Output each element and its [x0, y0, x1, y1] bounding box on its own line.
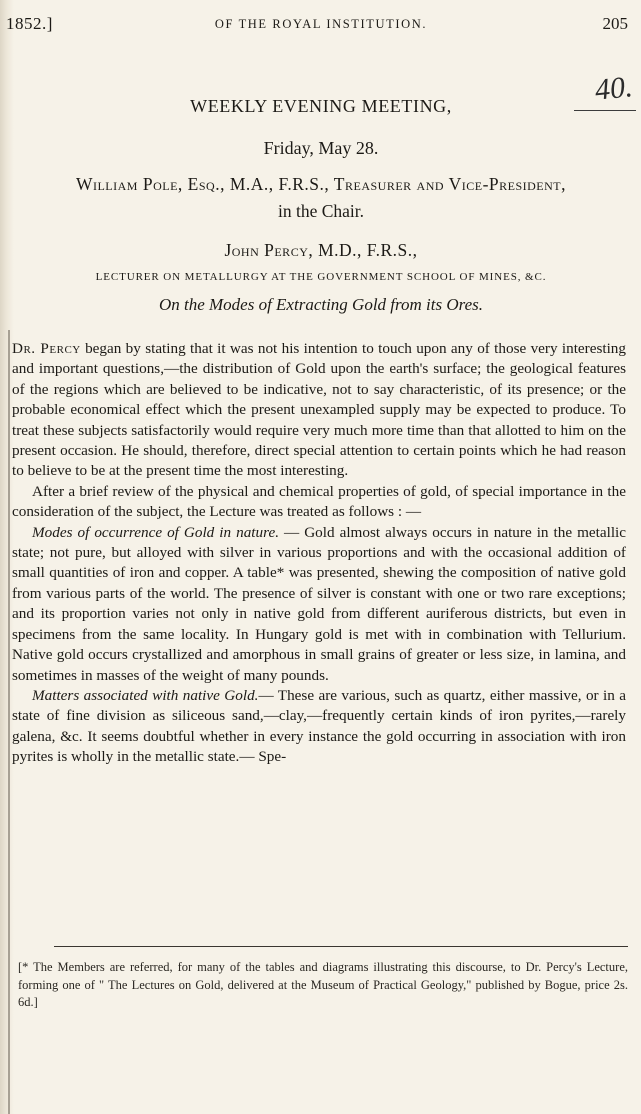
paragraph-3-text: — Gold almost always occurs in nature in the metallic state; not pure, but alloyed with silver in various proportions and with the occasional addition of small quantities of iron and copper. A table* was presented, shewing the composition of native gold from various parts of the world. The presence of silver is constant with one or two rare exceptions; and its proportion varies not only in native gold from different auriferous districts, but even in specimens from the same locality. In Hungary gold is met with in combination with Tellurium. Native gold occurs crystallized and amorphous in small grains of greater or less size, in lamina, and sometimes in masses of the weight of many pounds. — [12, 523, 627, 684]
running-head-year: 1852.] — [6, 14, 53, 33]
lecture-title: On the Modes of Extracting Gold from its Ores. — [158, 295, 484, 314]
paragraph-1 — [12, 339, 626, 482]
body-text — [12, 339, 626, 768]
running-head-title: OF THE ROYAL INSTITUTION. — [214, 17, 428, 31]
page-number: 205 — [602, 14, 628, 33]
footnote-rule — [54, 946, 628, 947]
book-page — [6, 0, 634, 1114]
paragraph-4-text: — These are various, such as quartz, either massive, or in a state of fine division as siliceous sand,—clay,—frequently certain kinds of iron pyrites,—rarely galena, &c. It seems doubtful whether in every instance the gold occurring in association with iron pyrites is wholly in the metallic state.— Spe- — [12, 686, 626, 766]
speaker-role: LECTURER ON METALLURGY AT THE GOVERNMENT SCHOOL OF MINES, &C. — [95, 271, 547, 283]
paragraph-4 — [12, 686, 626, 768]
paragraph-2: After a brief review of the physical and chemical properties of gold, of special importance in the consideration of the subject, the Lecture was treated as follows : — — [12, 482, 626, 521]
speaker-lead: Dr. Percy — [12, 340, 81, 357]
footnote: [* The Members are referred, for many of the tables and diagrams illustrating this discourse, to Dr. Percy's Lecture, forming one of " The Lectures on Gold, delivered at the Museum of Practical Geology," published by Bogue, price 2s. 6d.] — [18, 960, 628, 1009]
section-heading-associated: Matters associated with native Gold. — [32, 686, 259, 704]
handwritten-annotation: 40. — [592, 70, 634, 107]
section-heading-occurrence: Modes of occurrence of Gold in nature. — [32, 523, 279, 541]
chair-line-2: in the Chair. — [277, 201, 365, 221]
meeting-date: Friday, May 28. — [263, 138, 379, 158]
binding-line — [8, 330, 10, 1114]
chair-line: William Pole, Esq., M.A., F.R.S., Treasurer and Vice-President, — [75, 174, 567, 194]
paragraph-1-text: began by stating that it was not his intention to touch upon any of those very interesting and important questions,—the distribution of Gold upon the earth's surface; the geological features of the regions which are believed to be indicative, not to say characteristic, of its presence; or the probable economical effect which the present unexampled supply may be expected to produce. To treat these subjects satisfactorily would require very much more time than that allotted to him on the present occasion. He should, therefore, direct special attention to certain points which he had reason to believe to be at the present time the most interesting. — [12, 340, 626, 480]
paragraph-3 — [12, 523, 626, 686]
meeting-heading: WEEKLY EVENING MEETING, — [190, 96, 452, 116]
speaker-name: John Percy, M.D., F.R.S., — [224, 240, 418, 260]
running-head — [6, 14, 628, 36]
